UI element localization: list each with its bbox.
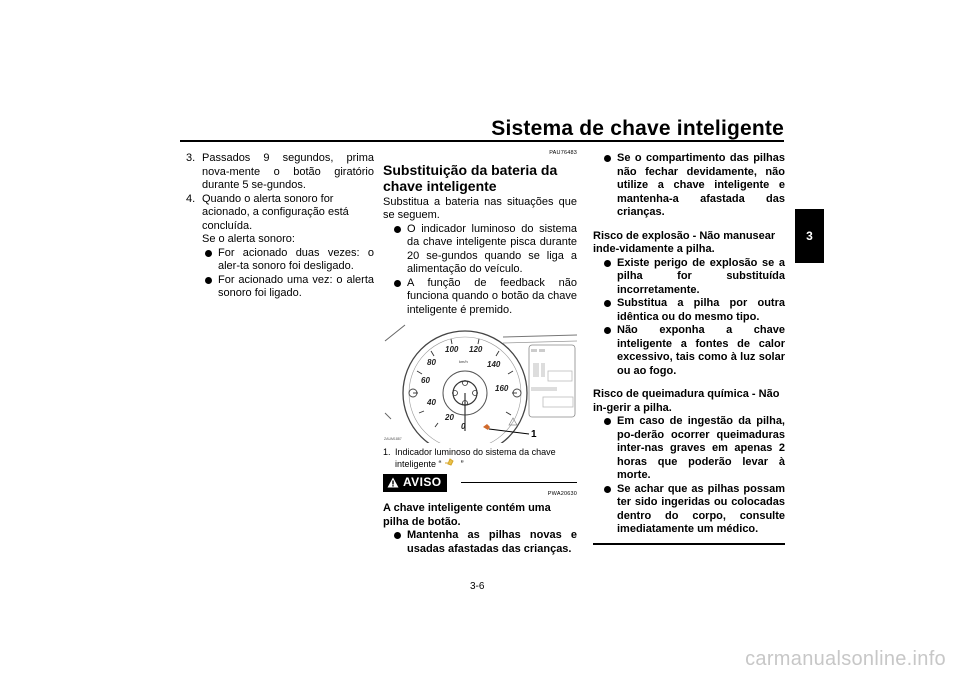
step-number: 4. (186, 192, 196, 205)
warning-bullet: Existe perigo de explosão se a pilha for substituída incorretamente. (601, 257, 785, 298)
watermark: carmanualsonline.info (745, 648, 946, 670)
section-code: PAU76483 (549, 150, 577, 156)
page-title: Sistema de chave inteligente (491, 117, 784, 140)
middle-column (383, 147, 577, 556)
warning-code: PWA20630 (547, 490, 577, 497)
speed-label: 140 (487, 360, 501, 369)
warning-text: A chave inteligente contém uma pilha de botão. (383, 502, 551, 528)
speed-label: 120 (469, 345, 483, 354)
warning-bullet: Mantenha as pilhas novas e usadas afastadas das crianças. (391, 529, 577, 556)
speed-label: 20 (445, 413, 454, 422)
step-item (186, 152, 374, 193)
bullet-item: For acionado duas vezes: o aler-ta sonoro foi desligado. (202, 247, 374, 274)
header-rule (180, 140, 784, 142)
speed-label: 60 (421, 376, 430, 385)
page-number: 3-6 (470, 581, 485, 592)
chemical-risk-title: Risco de queimadura química - Não in-gerir a pilha. (593, 388, 780, 414)
instrument-cluster-figure (383, 323, 577, 443)
warning-bullet: Em caso de ingestão da pilha, po-derão ocorrer queimaduras inter-nas graves em apenas 2 horas que poderão levar à morte. (601, 415, 785, 483)
explosion-risk-title: Risco de explosão - Não manusear inde-vidamente a pilha. (593, 229, 776, 255)
caption-text: Indicador luminoso do sistema da chave inteligente “ (395, 447, 556, 469)
chapter-tab: 3 (795, 209, 824, 263)
bullet-item: A função de feedback não funciona quando o botão da chave inteligente é premido. (391, 277, 577, 318)
speed-label: 40 (427, 398, 436, 407)
bullet-item: For acionado uma vez: o alerta sonoro foi ligado. (202, 274, 374, 301)
section-intro: Substitua a bateria nas situações que se seguem. (383, 195, 577, 221)
warning-bullet: Se o compartimento das pilhas não fechar devidamente, não utilize a chave inteligente e mantenha-a afastada das crianças. (601, 152, 785, 220)
warning-bullet: Não exponha a chave inteligente a fontes de calor excessivo, tais como à luz solar ou ao fogo. (601, 324, 785, 378)
smart-key-icon (444, 458, 458, 467)
step-text: Quando o alerta sonoro for acionado, a configuração está concluída. (202, 192, 349, 232)
speed-label: 160 (495, 384, 509, 393)
figure-caption (383, 447, 577, 470)
step-item (186, 193, 374, 234)
step-text: Passados 9 segundos, prima nova-mente o botão giratório durante 5 se-gundos. (202, 152, 374, 191)
warning-icon (387, 477, 399, 488)
speed-label: 100 (445, 345, 459, 354)
step-number: 3. (186, 152, 196, 164)
caption-text-end: ” (460, 459, 464, 469)
image-code: ZAUM1887 (384, 437, 402, 441)
caption-number: 1. (383, 447, 391, 457)
left-column (186, 152, 374, 301)
warning-label: AVISO (403, 475, 442, 489)
right-column (593, 152, 785, 545)
sub-intro: Se o alerta sonoro: (202, 233, 295, 245)
warning-badge (383, 474, 447, 492)
speed-label: 0 (461, 422, 466, 431)
speed-unit: km/h (459, 359, 468, 364)
section-title: Substituição da bateria da chave inteligente (383, 161, 558, 194)
warning-end-rule (593, 543, 785, 545)
warning-bullet: Substitua a pilha por outra idêntica ou do mesmo tipo. (601, 297, 785, 324)
callout-number: 1 (531, 429, 537, 440)
speed-label: 80 (427, 358, 436, 367)
warning-bullet: Se achar que as pilhas possam ter sido ingeridas ou colocadas dentro do corpo, consulte imediatamente um médico. (601, 483, 785, 537)
bullet-item: O indicador luminoso do sistema da chave inteligente pisca durante 20 se-gundos quando se liga a alimentação do veículo. (391, 223, 577, 277)
